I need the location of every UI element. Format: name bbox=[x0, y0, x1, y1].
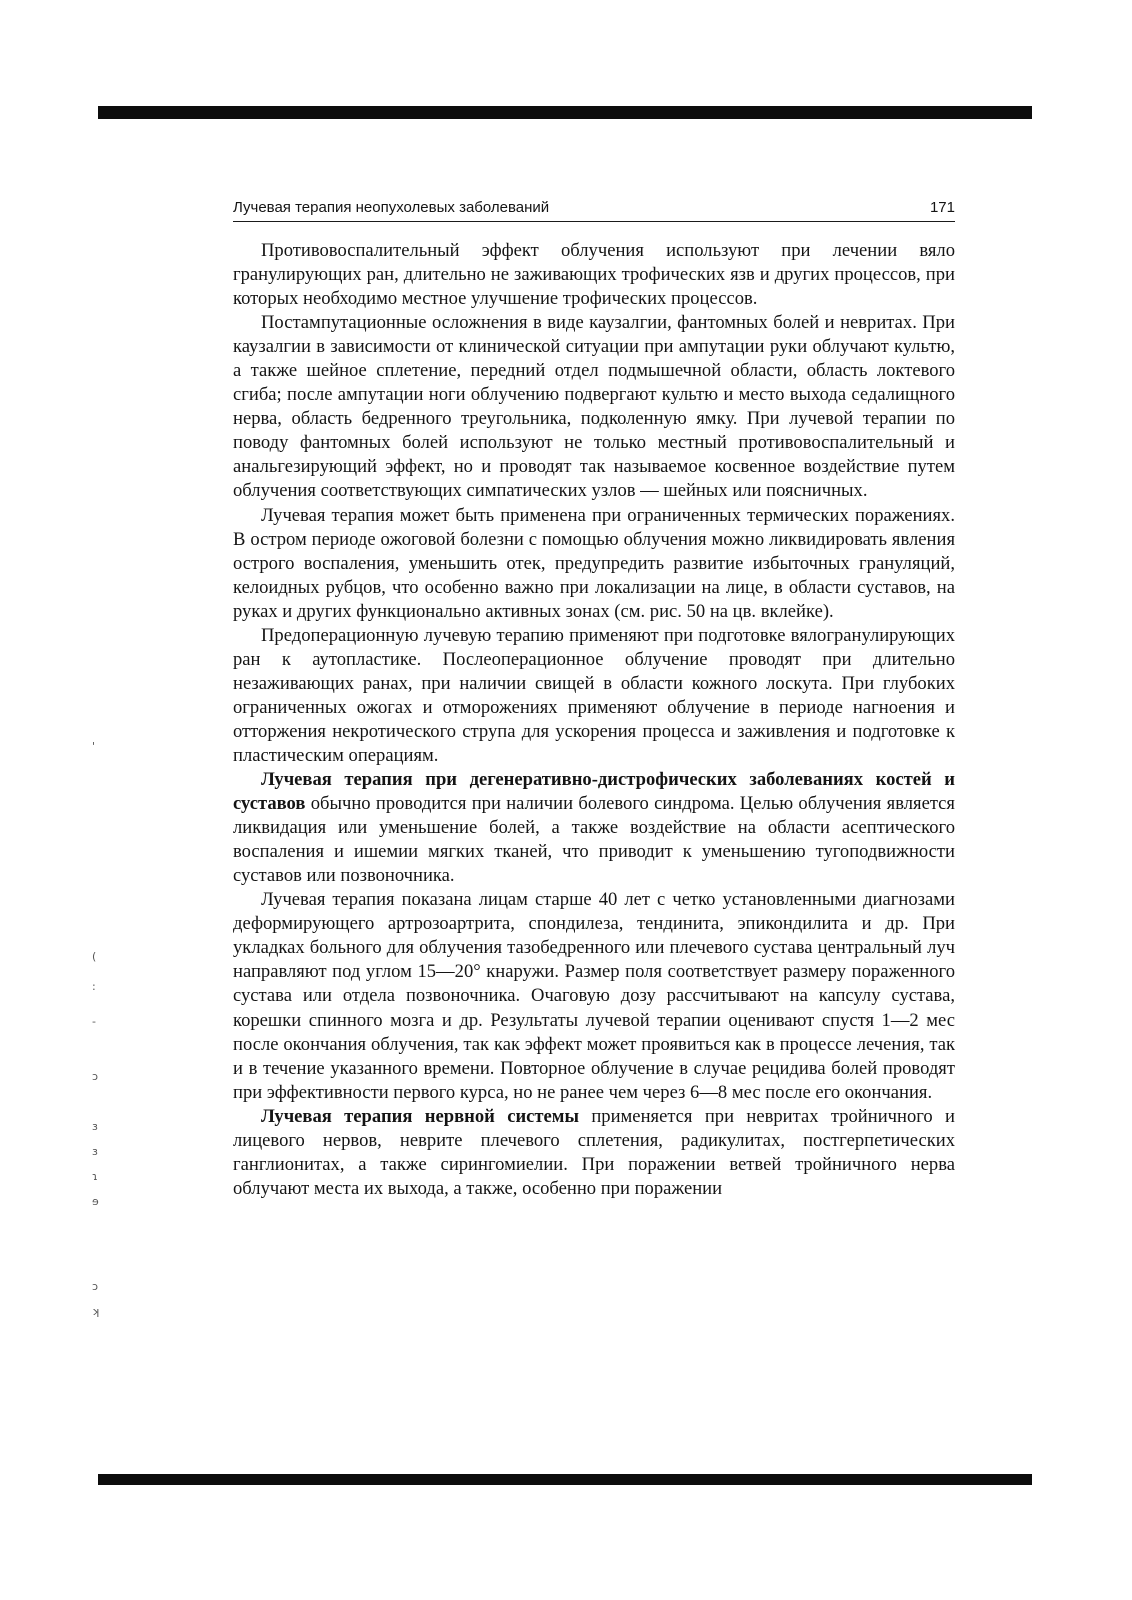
margin-mark: ( bbox=[92, 950, 97, 963]
margin-mark: ɜ bbox=[92, 1145, 98, 1158]
margin-mark: : bbox=[92, 980, 96, 993]
main-text bbox=[233, 239, 955, 1201]
margin-mark: ɘ bbox=[92, 1195, 99, 1208]
paragraph: Противовоспалительный эффект облучения используют при лечении вяло гранулирующих ран, длительно не заживающих трофических язв и других процессов, при которых необходимо местное улучшение трофических процессов. bbox=[233, 240, 955, 310]
section-heading-inline: Лучевая терапия нервной системы bbox=[261, 1105, 579, 1127]
paragraph: Лучевая терапия показана лицам старше 40 лет с четко установленными диагнозами деформирующего артрозоартрита, спондилеза, тендинита, эпикондилита и др. При укладках больного для облучения тазобедренного или плечевого сустава центральный луч направляют под углом 15—20° кнаружи. Размер поля соответствует размеру пораженного сустава или отдела позвоночника. Очаговую дозу рассчитывают на капсулу сустава, корешки спинного мозга и др. Результаты лучевой терапии оценивают спустя 1—2 мес после окончания облучения, так как эффект может проявиться как в процессе лечения, так и в течение указанного времени. Повторное облучение в случае рецидива болей проводят при эффективности первого курса, но не ранее чем через 6—8 мес после его окончания. bbox=[233, 889, 955, 1103]
paragraph: Лучевая терапия при дегенеративно-дистрофических заболеваниях костей и суставов обычно проводится при наличии болевого синдрома. Целью облучения является ликвидация или уменьшение болей, а также воздействие на области асептического воспаления и ишемии мягких тканей, что приводит к уменьшению тугоподвижности суставов или позвоночника. bbox=[233, 769, 955, 887]
paragraph: Постампутационные осложнения в виде каузалгии, фантомных болей и невритах. При каузалгии в зависимости от клинической ситуации при ампутации руки облучают культю, а также шейное сплетение, передний отдел подмышечной области, область локтевого сгиба; после ампутации ноги облучению подвергают культю и место выхода седалищного нерва, область бедренного треугольника, подколенную ямку. При лучевой терапии по поводу фантомных болей используют не только местный противовоспалительный и анальгезирующий эффект, но и проводят так называемое косвенное воздействие путем облучения соответствующих симпатических узлов — шейных или поясничных. bbox=[233, 312, 955, 502]
page-number: 171 bbox=[929, 199, 955, 216]
paragraph: Лучевая терапия может быть применена при ограниченных термических поражениях. В остром периоде ожоговой болезни с помощью облучения можно ликвидировать явления острого воспаления, уменьшить отек, предупредить развитие избыточных грануляций, келоидных рубцов, что особенно важно при локализации на лице, в области суставов, на руках и других функционально активных зонах (см. рис. 50 на цв. вклейке). bbox=[233, 504, 955, 622]
margin-mark: - bbox=[92, 1015, 96, 1028]
margin-mark: ɔ bbox=[92, 1280, 99, 1293]
scan-edge-top bbox=[98, 106, 1032, 119]
paragraph: Предоперационную лучевую терапию применяют при подготовке вялогранулирующих ран к аутопластике. Послеоперационное облучение проводят при длительно незаживающих ранах, при наличии свищей в области кожного лоскута. При глубоких ограниченных ожогах и отморожениях применяют облучение в периоде нагноения и отторжения некротического струпа для ускорения процесса и заживления и подготовке к пластическим операциям. bbox=[233, 624, 955, 766]
paragraph: Лучевая терапия нервной системы применяется при невритах тройничного и лицевого нервов, неврите плечевого сплетения, радикулитах, постгерпетических ганглионитах, а также сирингомиелии. При поражении ветвей тройничного нерва облучают места их выхода, а также, особенно при поражении bbox=[233, 1105, 955, 1199]
section-heading-inline: Лучевая терапия при дегенеративно-дистрофических заболеваниях костей и суставов bbox=[233, 769, 955, 815]
running-title: Лучевая терапия неопухолевых заболеваний bbox=[233, 199, 550, 216]
margin-mark: ɔ bbox=[92, 1070, 99, 1083]
scan-edge-bottom bbox=[98, 1474, 1032, 1485]
margin-mark: ɿ bbox=[92, 1170, 98, 1183]
margin-mark: ɜ bbox=[92, 1120, 98, 1133]
running-header bbox=[233, 197, 955, 222]
margin-mark: ' bbox=[92, 740, 96, 753]
margin-mark: ʞ bbox=[92, 1305, 100, 1318]
